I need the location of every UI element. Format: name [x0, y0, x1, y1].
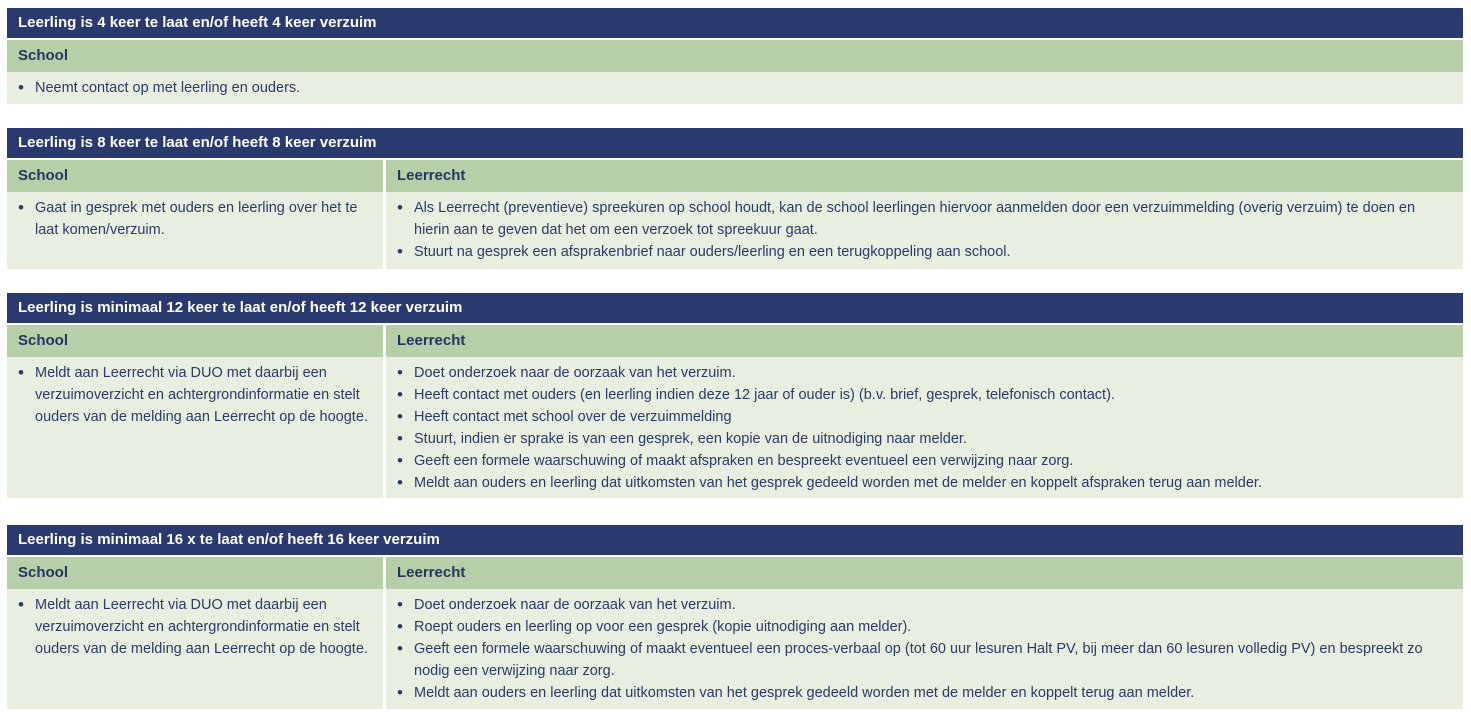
list-item: • Gaat in gesprek met ouders en leerling over het te laat komen/verzuim.	[18, 197, 373, 241]
section-4-keer	[7, 8, 1463, 104]
list-item: • Meldt aan Leerrecht via DUO met daarbij een verzuimoverzicht en achtergrondinformatie en stelt ouders van de melding aan Leerrecht op de hoogte.	[18, 362, 373, 428]
list-item: • Neemt contact op met leerling en ouders.	[18, 77, 1453, 99]
school-header: School	[7, 557, 383, 589]
list-item: • Doet onderzoek naar de oorzaak van het verzuim.	[397, 362, 1453, 384]
section-16-keer	[7, 525, 1463, 709]
leerrecht-cell	[386, 192, 1463, 269]
section-12-keer	[7, 293, 1463, 498]
section-title: Leerling is 8 keer te laat en/of heeft 8 keer verzuim	[7, 128, 1463, 158]
list-item: • Roept ouders en leerling op voor een gesprek (kopie uitnodiging aan melder).	[397, 616, 1453, 638]
list-item: • Heeft contact met ouders (en leerling indien deze 12 jaar of ouder is) (b.v. brief, gesprek, telefonisch contact).	[397, 384, 1453, 406]
school-cell	[7, 589, 383, 709]
list-item: • Meldt aan Leerrecht via DUO met daarbij een verzuimoverzicht en achtergrondinformatie en stelt ouders van de melding aan Leerrecht op de hoogte.	[18, 594, 373, 660]
list-item: • Meldt aan ouders en leerling dat uitkomsten van het gesprek gedeeld worden met de melder en koppelt afspraken terug aan melder.	[397, 472, 1453, 494]
leerrecht-cell	[386, 357, 1463, 498]
list-item: • Doet onderzoek naar de oorzaak van het verzuim.	[397, 594, 1453, 616]
list-item: • Stuurt na gesprek een afsprakenbrief naar ouders/leerling en een terugkoppeling aan school.	[397, 241, 1453, 263]
leerrecht-header: Leerrecht	[386, 160, 1463, 192]
school-cell	[7, 192, 383, 269]
section-title: Leerling is 4 keer te laat en/of heeft 4 keer verzuim	[7, 8, 1463, 38]
school-cell	[7, 357, 383, 498]
section-title: Leerling is minimaal 12 keer te laat en/of heeft 12 keer verzuim	[7, 293, 1463, 323]
list-item: • Meldt aan ouders en leerling dat uitkomsten van het gesprek gedeeld worden met de melder en koppelt terug aan melder.	[397, 682, 1453, 704]
list-item: • Geeft een formele waarschuwing of maakt afspraken en bespreekt eventueel een verwijzing naar zorg.	[397, 450, 1453, 472]
school-header: School	[7, 40, 1463, 72]
school-header: School	[7, 325, 383, 357]
school-header: School	[7, 160, 383, 192]
list-item: • Geeft een formele waarschuwing of maakt eventueel een proces-verbaal op (tot 60 uur lesuren Halt PV, bij meer dan 60 lesuren volledig PV) en bespreekt zo nodig een verwijzing naar zorg.	[397, 638, 1453, 682]
leerrecht-cell	[386, 589, 1463, 709]
list-item: • Stuurt, indien er sprake is van een gesprek, een kopie van de uitnodiging naar melder.	[397, 428, 1453, 450]
leerrecht-header: Leerrecht	[386, 557, 1463, 589]
list-item: • Heeft contact met school over de verzuimmelding	[397, 406, 1453, 428]
school-cell	[7, 72, 1463, 104]
list-item: • Als Leerrecht (preventieve) spreekuren op school houdt, kan de school leerlingen hiervoor aanmelden door een verzuimmelding (overig verzuim) te doen en hierin aan te geven dat het om een verzoek tot spreekuur gaat.	[397, 197, 1453, 241]
section-8-keer	[7, 128, 1463, 269]
section-title: Leerling is minimaal 16 x te laat en/of heeft 16 keer verzuim	[7, 525, 1463, 555]
leerrecht-header: Leerrecht	[386, 325, 1463, 357]
